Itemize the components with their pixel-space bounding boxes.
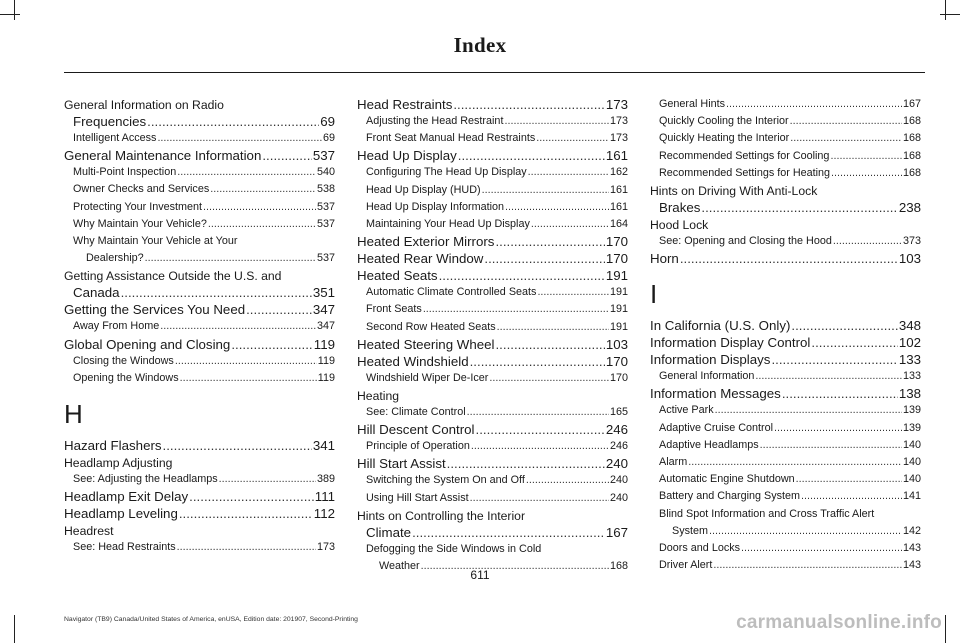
entry-label: Maintaining Your Head Up Display	[366, 218, 530, 231]
dot-leader	[246, 301, 312, 318]
page-ref: 351	[312, 285, 335, 301]
entry-label: Adaptive Headlamps	[659, 438, 759, 451]
page-ref: 373	[902, 235, 921, 248]
page-ref: 191	[609, 320, 628, 333]
entry-label: Hazard Flashers	[64, 438, 162, 454]
page-ref: 341	[312, 438, 335, 454]
dot-leader	[715, 402, 902, 419]
entry-label: Head Up Display	[357, 148, 457, 164]
page-ref: 191	[605, 268, 628, 284]
index-heading: Headrest	[64, 524, 114, 539]
page-ref: 173	[609, 115, 628, 127]
dot-leader	[470, 490, 609, 507]
index-subentry	[64, 471, 335, 488]
index-entry	[357, 267, 628, 284]
entry-label: Away From Home	[73, 320, 160, 333]
index-subentry	[64, 181, 335, 198]
index-entry	[64, 147, 335, 164]
entry-label: System	[672, 524, 708, 537]
dot-leader	[495, 233, 604, 250]
dot-leader	[531, 216, 609, 233]
page-ref: 161	[609, 183, 628, 196]
dot-leader	[121, 284, 312, 301]
page-ref: 348	[898, 318, 921, 334]
entry-label: In California (U.S. Only)	[650, 318, 791, 334]
page-ref: 167	[605, 524, 628, 540]
entry-label: Heated Rear Window	[357, 251, 484, 267]
page-ref: 119	[313, 336, 335, 352]
index-subentry	[64, 250, 335, 267]
page-ref: 139	[902, 404, 921, 417]
index-entry	[357, 250, 628, 267]
index-subentry	[650, 540, 921, 557]
crop-mark	[14, 0, 15, 20]
entry-label: Opening the Windows	[73, 371, 179, 384]
page-ref: 173	[609, 132, 628, 145]
entry-label: General Hints	[659, 98, 726, 110]
page-ref: 168	[902, 166, 921, 179]
entry-label: Battery and Charging System	[659, 490, 801, 503]
page-ref: 138	[898, 386, 921, 402]
index-heading: Hints on Driving With Anti-Lock	[650, 184, 818, 199]
page-ref: 246	[605, 422, 628, 438]
index-subentry	[64, 130, 335, 147]
dot-leader	[755, 368, 902, 385]
entry-label: Brakes	[659, 200, 701, 216]
index-heading: Hints on Controlling the Interior	[357, 508, 526, 523]
page-ref: 170	[605, 251, 628, 267]
dot-leader	[157, 130, 322, 147]
entry-label: Switching the System On and Off	[366, 474, 525, 487]
entry-label: Global Opening and Closing	[64, 336, 231, 352]
entry-label: Weather	[379, 560, 420, 573]
index-entry	[357, 524, 628, 541]
page-ref: 537	[316, 252, 335, 265]
dot-leader	[830, 148, 902, 165]
page-ref: 133	[898, 352, 921, 368]
page-ref: 170	[605, 353, 628, 369]
dot-leader	[484, 250, 604, 267]
dot-leader	[528, 164, 609, 181]
index-subentry: Defogging the Side Windows in Cold	[366, 542, 542, 555]
dot-leader	[504, 113, 609, 130]
page-ref: 168	[609, 560, 628, 573]
dot-leader	[231, 336, 312, 353]
dot-leader	[497, 319, 609, 336]
entry-label: Hill Start Assist	[357, 456, 446, 472]
index-subentry	[357, 199, 628, 216]
index-subentry	[357, 182, 628, 199]
page-ref: 102	[898, 335, 921, 351]
entry-label: See: Climate Control	[366, 406, 466, 419]
index-subentry	[357, 216, 628, 233]
entry-label: Headlamp Leveling	[64, 506, 178, 522]
index-subentry	[650, 165, 921, 182]
page-ref: 140	[902, 456, 921, 469]
dot-leader	[782, 385, 898, 402]
index-subentry	[64, 318, 335, 335]
dot-leader	[790, 130, 902, 147]
dot-leader	[526, 472, 609, 489]
page-ref: 168	[902, 149, 921, 162]
entry-label: Heated Exterior Mirrors	[357, 234, 495, 250]
page-ref: 103	[605, 336, 628, 352]
index-entry	[357, 336, 628, 353]
index-heading: Headlamp Adjusting	[64, 456, 173, 471]
entry-label: Automatic Engine Shutdown	[659, 473, 795, 486]
entry-label: Information Displays	[650, 352, 771, 368]
crop-mark	[940, 14, 960, 15]
dot-leader	[790, 113, 902, 130]
index-subentry	[64, 216, 335, 233]
entry-label: Using Hill Start Assist	[366, 491, 469, 504]
entry-label: Second Row Heated Seats	[366, 320, 496, 333]
page-ref: 240	[609, 491, 628, 504]
dot-leader	[536, 130, 609, 147]
page-ref: 173	[316, 541, 335, 554]
dot-leader	[471, 438, 609, 455]
dot-leader	[791, 317, 897, 334]
dot-leader	[467, 404, 609, 421]
page-ref: 238	[898, 200, 921, 216]
index-subentry	[357, 370, 628, 387]
index-entry	[650, 317, 921, 334]
dot-leader	[219, 471, 316, 488]
index-subentry	[357, 472, 628, 489]
dot-leader	[203, 199, 316, 216]
page-ref: 191	[609, 286, 628, 299]
dot-leader	[262, 147, 311, 164]
page-ref: 537	[312, 148, 335, 164]
index-subentry	[650, 488, 921, 505]
entry-label: Heated Seats	[357, 268, 438, 284]
page-ref: 139	[902, 421, 921, 434]
page-ref: 168	[902, 132, 921, 145]
index-entry	[650, 385, 921, 402]
page-ref: 140	[902, 473, 921, 486]
page-ref: 347	[316, 320, 335, 333]
entry-label: Doors and Locks	[659, 542, 741, 555]
index-subentry	[650, 454, 921, 471]
page-ref: 142	[902, 524, 921, 537]
page-ref: 170	[605, 234, 628, 250]
page-ref: 141	[902, 490, 921, 503]
page-ref: 538	[316, 183, 335, 196]
entry-label: Alarm	[659, 456, 688, 469]
dot-leader	[833, 233, 902, 250]
entry-label: Quickly Heating the Interior	[659, 132, 790, 145]
index-entry	[650, 334, 921, 351]
page-ref: 161	[609, 200, 628, 213]
entry-label: Windshield Wiper De-Icer	[366, 371, 489, 384]
page-ref: 389	[316, 473, 335, 486]
dot-leader	[423, 301, 609, 318]
dot-leader	[760, 437, 902, 454]
entry-label: Multi-Point Inspection	[73, 166, 177, 179]
entry-label: Heated Windshield	[357, 353, 469, 369]
entry-label: See: Opening and Closing the Hood	[659, 235, 832, 248]
dot-leader	[796, 471, 902, 488]
entry-label: Information Messages	[650, 386, 781, 402]
page-ref: 119	[317, 371, 335, 384]
entry-label: Frequencies	[73, 114, 147, 129]
dot-leader	[210, 181, 316, 198]
index-subentry	[650, 523, 921, 540]
entry-label: Why Maintain Your Vehicle?	[73, 217, 207, 230]
dot-leader	[688, 454, 902, 471]
index-subentry	[357, 284, 628, 301]
index-subentry	[650, 437, 921, 454]
entry-label: Climate	[366, 524, 412, 540]
dot-leader	[163, 437, 312, 454]
index-entry	[357, 233, 628, 250]
page-ref: 170	[609, 371, 628, 384]
page-ref: 164	[609, 218, 628, 231]
index-subentry	[64, 353, 335, 370]
page-ref: 537	[316, 217, 335, 230]
index-entry	[357, 353, 628, 370]
index-entry	[64, 488, 335, 505]
dot-leader	[482, 182, 609, 199]
page-ref: 143	[902, 559, 921, 572]
index-entry	[650, 351, 921, 368]
dot-leader	[458, 147, 605, 164]
page-ref: 133	[902, 370, 921, 383]
entry-label: Hill Descent Control	[357, 422, 475, 438]
entry-label: Front Seat Manual Head Restraints	[366, 132, 536, 145]
index-column-3	[650, 96, 921, 574]
page-ref: 119	[317, 354, 335, 367]
entry-label: Recommended Settings for Heating	[659, 166, 831, 179]
index-entry	[64, 505, 335, 522]
watermark: carmanualsonline.info	[736, 612, 942, 633]
dot-leader	[505, 199, 609, 216]
entry-label: Heated Steering Wheel	[357, 336, 495, 352]
index-subentry	[650, 148, 921, 165]
entry-label: Head Restraints	[357, 97, 453, 112]
index-entry	[64, 301, 335, 318]
page-ref: 103	[898, 251, 921, 267]
page-ref: 537	[316, 200, 335, 213]
index-subentry	[357, 404, 628, 421]
page-ref: 191	[609, 303, 628, 316]
dot-leader	[208, 216, 316, 233]
index-subentry	[357, 301, 628, 318]
entry-label: Owner Checks and Services	[73, 183, 210, 196]
index-heading: General Information on Radio	[64, 98, 224, 112]
page-ref: 112	[313, 506, 335, 522]
dot-leader	[680, 250, 898, 267]
entry-label: Configuring The Head Up Display	[366, 166, 527, 179]
entry-label: Adjusting the Head Restraint	[366, 115, 504, 127]
page-ref: 111	[314, 489, 335, 505]
page-ref: 143	[902, 542, 921, 555]
index-entry	[357, 96, 628, 113]
entry-label: Driver Alert	[659, 559, 713, 572]
index-subentry	[650, 130, 921, 147]
dot-leader	[180, 370, 317, 387]
page-ref: 140	[902, 438, 921, 451]
dot-leader	[709, 523, 902, 540]
dot-leader	[147, 113, 319, 130]
index-subentry	[64, 539, 335, 556]
dot-leader	[774, 420, 902, 437]
entry-label: Canada	[73, 285, 120, 301]
index-subentry	[357, 490, 628, 507]
entry-label: Getting the Services You Need	[64, 302, 246, 318]
page-ref: 168	[902, 115, 921, 128]
index-subentry	[357, 130, 628, 147]
dot-leader	[439, 267, 605, 284]
dot-leader	[811, 334, 897, 351]
index-subentry	[64, 164, 335, 181]
index-entry	[64, 336, 335, 353]
entry-label: Head Up Display Information	[366, 200, 505, 213]
entry-label: Information Display Control	[650, 335, 811, 351]
page-ref: 165	[609, 406, 628, 419]
entry-label: See: Head Restraints	[73, 541, 176, 554]
index-subentry	[650, 233, 921, 250]
entry-label: Automatic Climate Controlled Seats	[366, 286, 537, 299]
page-ref: 69	[320, 114, 335, 129]
crop-mark	[945, 615, 946, 643]
index-entry	[64, 437, 335, 454]
page-ref: 167	[902, 98, 921, 110]
index-subentry	[357, 438, 628, 455]
dot-leader	[495, 336, 604, 353]
entry-label: Horn	[650, 251, 679, 267]
entry-label: Adaptive Cruise Control	[659, 421, 774, 434]
index-heading: Hood Lock	[650, 218, 709, 233]
index-subentry	[64, 199, 335, 216]
section-letter: I	[650, 279, 658, 310]
dot-leader	[489, 370, 609, 387]
page-ref: 173	[605, 97, 628, 112]
index-subentry	[357, 164, 628, 181]
dot-leader	[701, 199, 897, 216]
entry-label: Front Seats	[366, 303, 422, 316]
index-entry	[64, 113, 335, 130]
entry-label: See: Adjusting the Headlamps	[73, 473, 218, 486]
entry-label: Quickly Cooling the Interior	[659, 115, 789, 128]
dot-leader	[177, 539, 316, 556]
dot-leader	[179, 505, 313, 522]
dot-leader	[453, 96, 604, 113]
entry-label: Intelligent Access	[73, 132, 157, 144]
entry-label: Dealership?	[86, 252, 144, 265]
dot-leader	[177, 164, 316, 181]
dot-leader	[470, 353, 605, 370]
entry-label: Protecting Your Investment	[73, 200, 203, 213]
page-ref: 240	[609, 474, 628, 487]
index-subentry	[650, 471, 921, 488]
dot-leader	[537, 284, 609, 301]
index-subentry	[64, 370, 335, 387]
entry-label: Recommended Settings for Cooling	[659, 149, 830, 162]
dot-leader	[160, 318, 316, 335]
entry-label: Active Park	[659, 404, 714, 417]
page-ref: 246	[609, 440, 628, 453]
index-column-1	[64, 96, 335, 556]
index-entry	[650, 250, 921, 267]
index-subentry	[650, 96, 921, 113]
index-entry	[64, 284, 335, 301]
page-ref: 69	[322, 132, 335, 144]
index-entry	[650, 199, 921, 216]
index-subentry: Why Maintain Your Vehicle at Your	[73, 235, 238, 248]
index-subentry	[650, 113, 921, 130]
dot-leader	[831, 165, 902, 182]
crop-mark	[945, 0, 946, 20]
dot-leader	[175, 353, 317, 370]
dot-leader	[771, 351, 897, 368]
index-subentry	[357, 113, 628, 130]
dot-leader	[801, 488, 902, 505]
page-ref: 162	[609, 166, 628, 179]
index-heading: Heating	[357, 389, 400, 404]
crop-mark	[0, 14, 20, 15]
entry-label: Closing the Windows	[73, 354, 174, 367]
page-ref: 161	[605, 148, 628, 164]
index-entry	[357, 455, 628, 472]
dot-leader	[145, 250, 316, 267]
index-column-2	[357, 96, 628, 575]
index-subentry: Blind Spot Information and Cross Traffic Alert	[659, 507, 875, 520]
dot-leader	[412, 524, 605, 541]
index-entry	[357, 421, 628, 438]
entry-label: General Information	[659, 370, 755, 383]
dot-leader	[189, 488, 314, 505]
page-ref: 540	[316, 166, 335, 179]
section-letter: H	[64, 399, 83, 430]
entry-label: Principle of Operation	[366, 440, 470, 453]
page-title: Index	[453, 33, 507, 57]
index-heading: Getting Assistance Outside the U.S. and	[64, 269, 282, 284]
index-subentry	[650, 368, 921, 385]
title-rule	[64, 72, 925, 73]
dot-leader	[447, 455, 605, 472]
page-number: 611	[470, 568, 490, 582]
entry-label: Headlamp Exit Delay	[64, 489, 189, 505]
index-subentry	[650, 402, 921, 419]
footer-text: Navigator (TB9) Canada/United States of America, enUSA, Edition date: 201907, Second-Printing	[64, 616, 358, 623]
page-ref: 240	[605, 456, 628, 472]
index-entry	[357, 147, 628, 164]
crop-mark	[14, 615, 15, 643]
dot-leader	[476, 421, 605, 438]
dot-leader	[741, 540, 902, 557]
dot-leader	[726, 96, 902, 113]
index-subentry	[357, 319, 628, 336]
page-ref: 347	[312, 302, 335, 318]
entry-label: General Maintenance Information	[64, 148, 262, 164]
entry-label: Head Up Display (HUD)	[366, 183, 481, 196]
index-subentry	[650, 420, 921, 437]
